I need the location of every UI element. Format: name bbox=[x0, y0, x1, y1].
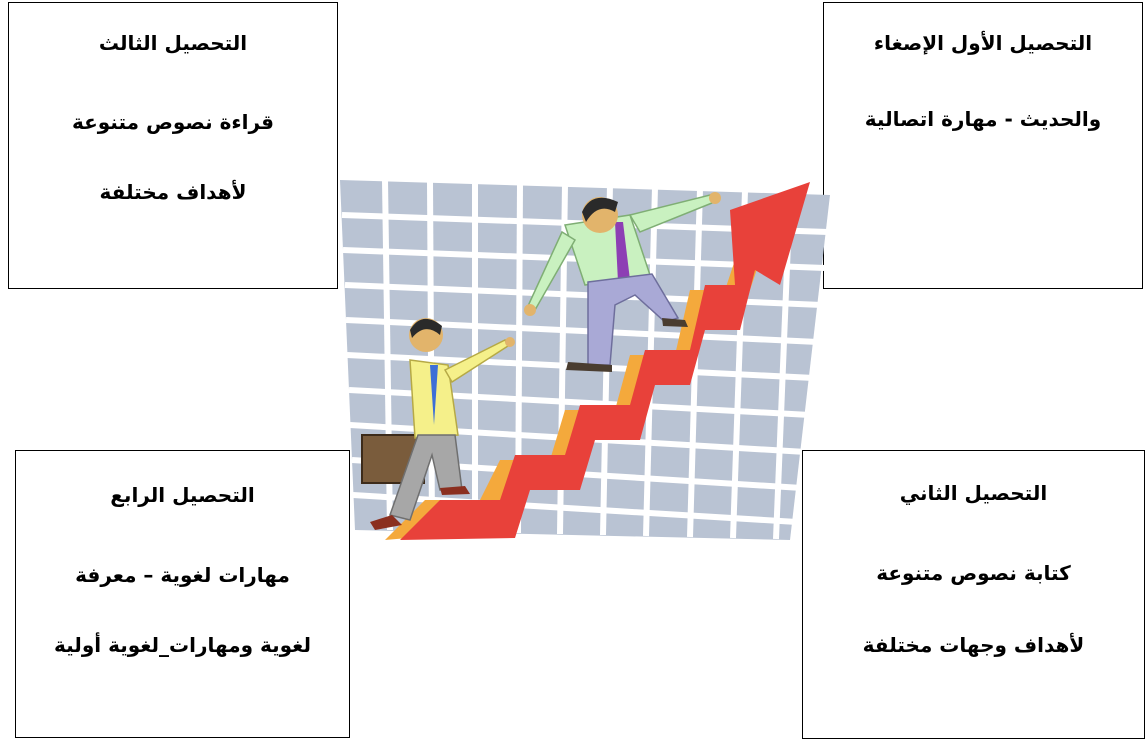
box-text: والحديث - مهارة اتصالية bbox=[864, 107, 1102, 131]
box-second-attainment bbox=[802, 450, 1145, 739]
box-text: مهارات لغوية – معرفة bbox=[75, 563, 290, 587]
box-third-attainment bbox=[8, 2, 338, 289]
box-title: التحصيل الثالث bbox=[98, 31, 248, 55]
box-text: لغوية ومهارات_لغوية أولية bbox=[54, 633, 311, 657]
box-fourth-attainment bbox=[15, 450, 350, 738]
box-text: لأهداف وجهات مختلفة bbox=[862, 633, 1085, 657]
box-title: التحصيل الثاني bbox=[899, 481, 1048, 505]
box-title: التحصيل الرابع bbox=[110, 483, 255, 507]
climbing-businessmen-illustration bbox=[330, 170, 830, 550]
box-text: لأهداف مختلفة bbox=[99, 180, 247, 204]
box-first-attainment bbox=[823, 2, 1143, 289]
box-text: قراءة نصوص متنوعة bbox=[71, 110, 275, 134]
box-title: التحصيل الأول الإصغاء bbox=[873, 31, 1093, 55]
box-text: كتابة نصوص متنوعة bbox=[876, 561, 1071, 585]
